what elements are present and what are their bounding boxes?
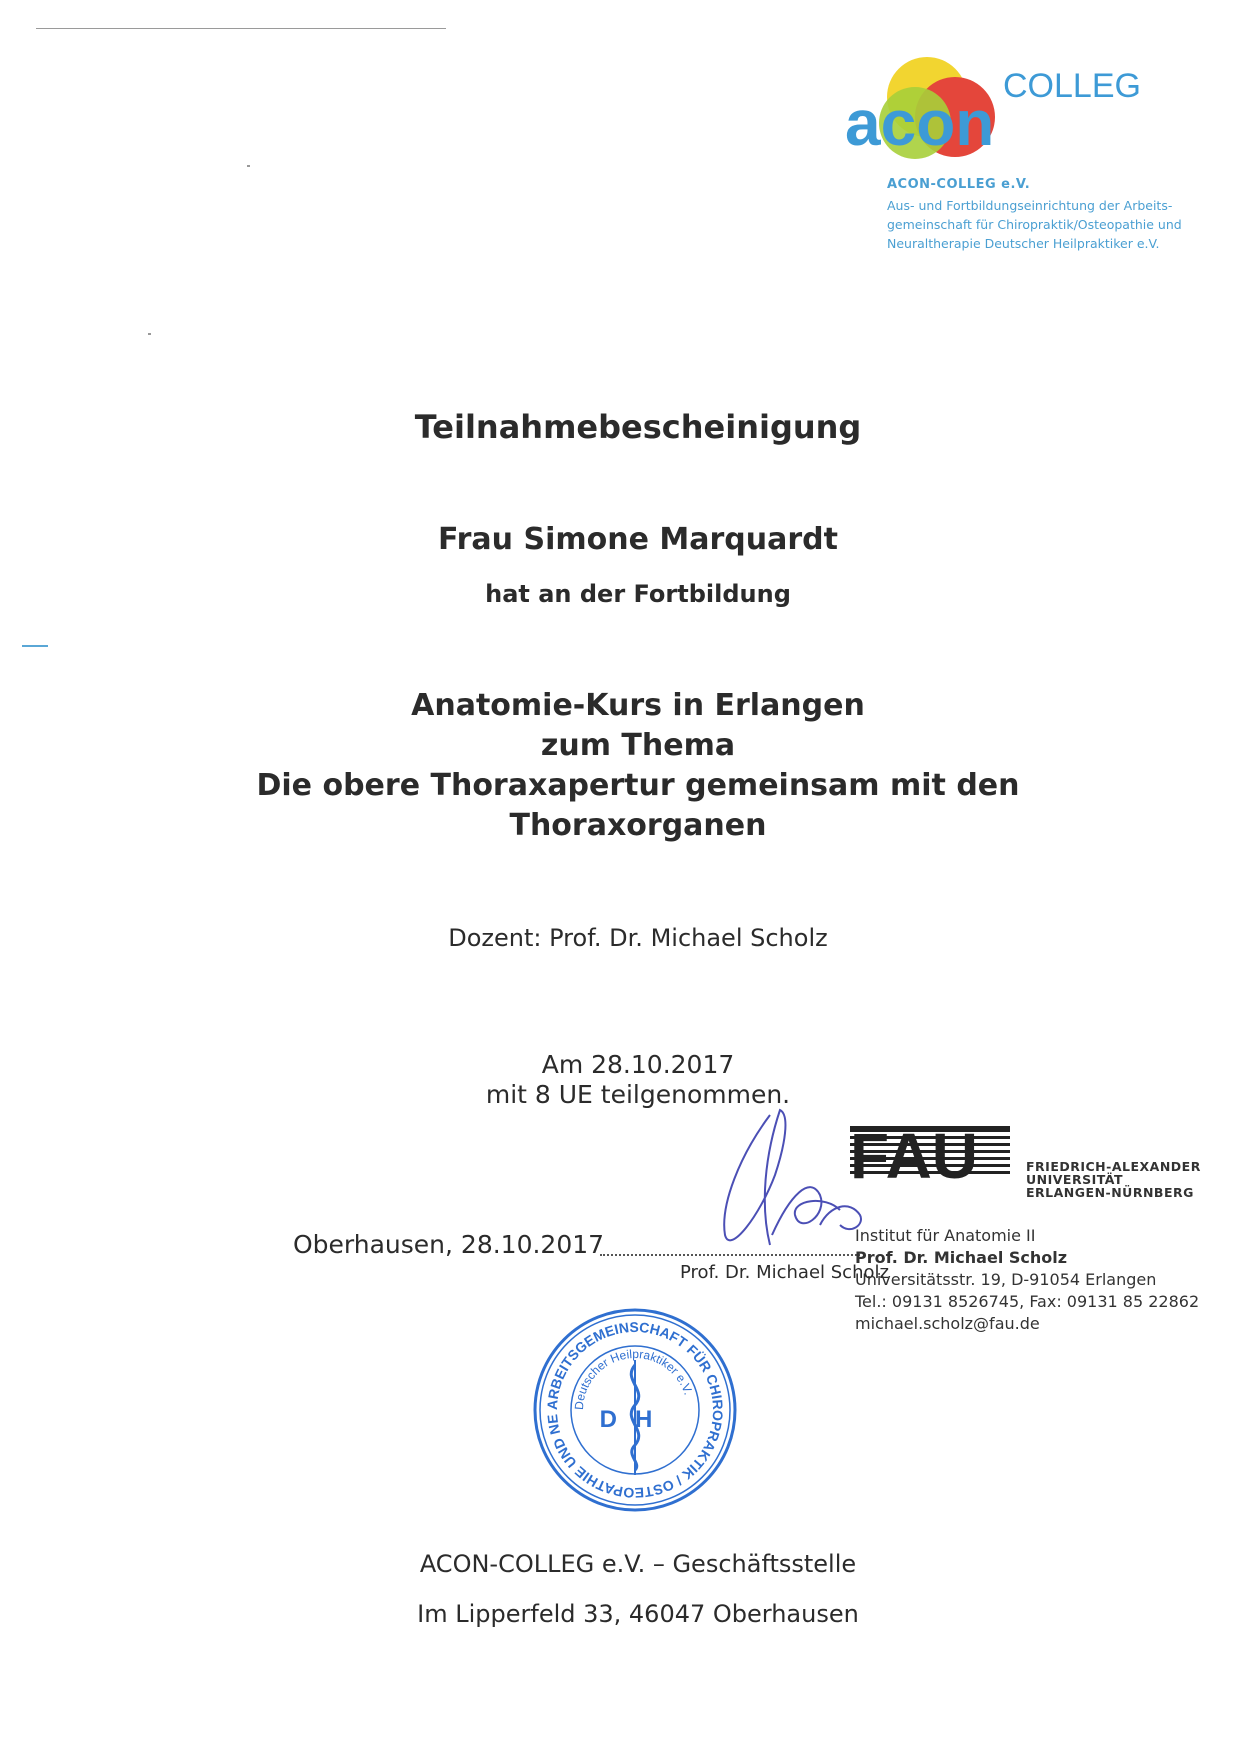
fau-line: FRIEDRICH-ALEXANDER: [1026, 1159, 1201, 1174]
fau-line: ERLANGEN-NÜRNBERG: [1026, 1185, 1194, 1200]
course-line: Die obere Thoraxapertur gemeinsam mit den: [256, 768, 1020, 803]
course-line: zum Thema: [540, 728, 736, 763]
institute-name: Institut für Anatomie II: [855, 1226, 1036, 1245]
logo-brand-text: acon: [845, 87, 995, 159]
fau-line: UNIVERSITÄT: [1026, 1172, 1124, 1187]
course-line: Anatomie-Kurs in Erlangen: [411, 688, 865, 723]
scan-top-line: [36, 28, 446, 29]
course-units: mit 8 UE teilgenommen.: [485, 1080, 791, 1109]
intro-text: hat an der Fortbildung: [485, 580, 791, 608]
signer-name: Prof. Dr. Michael Scholz: [680, 1262, 889, 1283]
fau-logo-text: FAU: [850, 1126, 978, 1186]
course-line: Thoraxorganen: [509, 808, 767, 843]
scan-blue-mark: [22, 645, 48, 647]
institute-phone: Tel.: 09131 8526745, Fax: 09131 85 22862: [855, 1292, 1200, 1311]
footer-address: Im Lipperfeld 33, 46047 Oberhausen: [417, 1600, 859, 1628]
institute-address: Universitätsstr. 19, D-91054 Erlangen: [855, 1270, 1157, 1289]
lecturer: Dozent: Prof. Dr. Michael Scholz: [448, 924, 828, 952]
fau-university-name: [1026, 1160, 1201, 1199]
fau-logo: [850, 1126, 1010, 1186]
footer-org: ACON-COLLEG e.V. – Geschäftsstelle: [419, 1550, 857, 1578]
org-desc-line: Neuraltherapie Deutscher Heilpraktiker e.V.: [887, 236, 1160, 251]
recipient-name: Frau Simone Marquardt: [438, 522, 838, 557]
org-name: ACON-COLLEG e.V.: [887, 177, 1031, 192]
round-stamp: [530, 1305, 740, 1515]
acon-colleg-logo: [845, 55, 1145, 165]
institute-stamp: [855, 1225, 1199, 1335]
stamp-ring-text: ARBEITSGEMEINSCHAFT FÜR CHIROPRAKTIK / OSTEOPATHIE UND NE: [543, 1318, 727, 1502]
stamp-inner-text: Deutscher Heilpraktiker e.V.: [571, 1346, 696, 1411]
certificate-title: Teilnahmebescheinigung: [414, 408, 862, 446]
course-date: Am 28.10.2017: [541, 1050, 735, 1079]
place-date: Oberhausen, 28.10.2017: [293, 1230, 605, 1259]
scan-speck: [148, 333, 151, 335]
org-desc-line: gemeinschaft für Chiropraktik/Osteopathie und: [887, 217, 1182, 232]
course-block: [0, 686, 1240, 846]
org-description: [887, 196, 1182, 253]
institute-person: Prof. Dr. Michael Scholz: [855, 1248, 1068, 1267]
institute-email: michael.scholz@fau.de: [855, 1314, 1040, 1333]
logo-sub-text: COLLEG: [1003, 67, 1141, 105]
org-desc-line: Aus- und Fortbildungseinrichtung der Arbeits-: [887, 198, 1173, 213]
signature-stroke: [724, 1110, 861, 1245]
scan-speck: [247, 165, 250, 167]
stamp-center-text: DH: [599, 1406, 671, 1433]
